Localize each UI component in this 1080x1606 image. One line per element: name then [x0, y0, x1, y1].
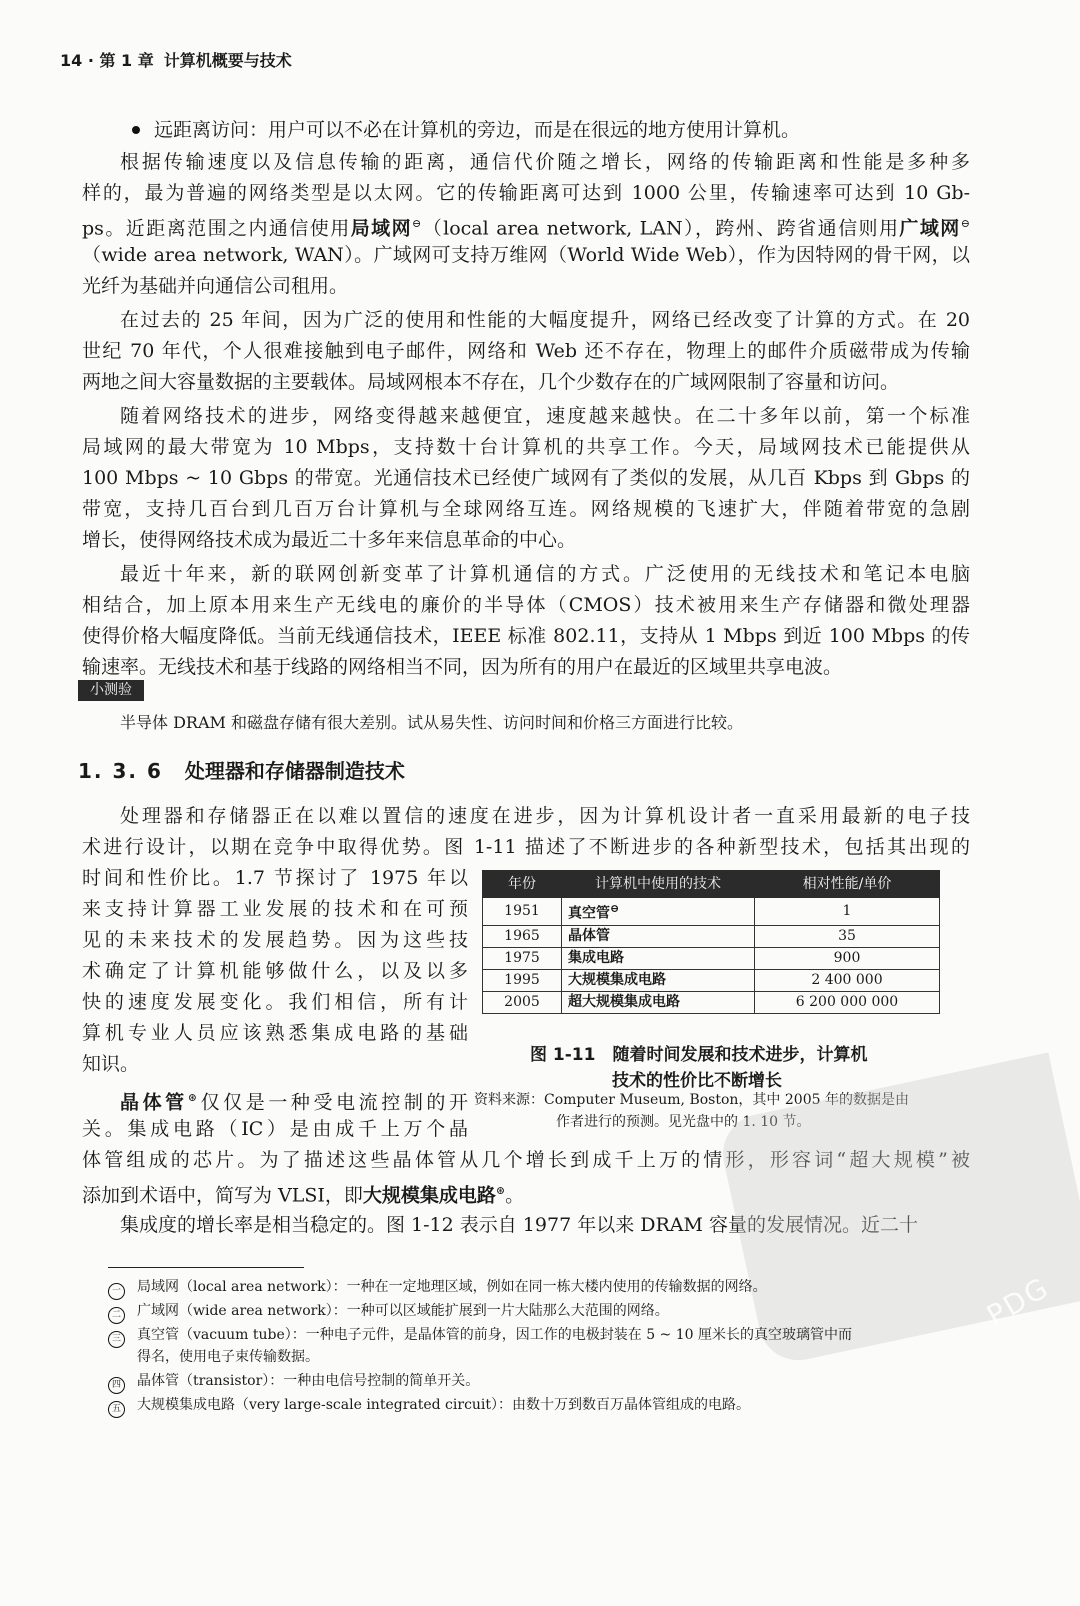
bullet-dot-icon: [132, 126, 140, 134]
figure-1-11-table: [482, 870, 940, 1014]
quiz-tag: 小测验: [78, 680, 144, 701]
footnote: 四 晶体管（transistor）：一种由电信号控制的简单开关。: [108, 1372, 479, 1394]
cell-year: 1965: [483, 925, 562, 947]
p5-line: 术进行设计，以期在竞争中取得优势。图 1-11 描述了不断进步的各种新型技术，包括其出现的: [82, 836, 970, 858]
footnote: 三 真空管（vacuum tube）：一种电子元件，是晶体管的前身，因工作的电极封装在 5 ~ 10 厘米长的真空玻璃管中而: [108, 1326, 852, 1348]
running-header: [60, 48, 292, 71]
footnote-mark-icon: 五: [108, 1401, 125, 1418]
cell-performance: 35: [755, 925, 940, 947]
term-lan: 局域网: [350, 217, 413, 240]
section-title: 处理器和存储器制造技术: [184, 759, 405, 783]
p6-line: 体管组成的芯片。为了描述这些晶体管从几个增长到成千上万的情形，形容词“超大规模”被: [82, 1149, 970, 1171]
p6-line: 晶体管⊛仅仅是一种受电流控制的开: [120, 1091, 468, 1114]
p1-line: 样的，最为普遍的网络类型是以太网。它的传输距离可达到 1000 公里，传输速率可达到 10 Gb-: [82, 182, 970, 204]
p5-line: 见的未来技术的发展趋势。因为这些技: [82, 929, 468, 951]
p2-line: 世纪 70 年代，个人很难接触到电子邮件，网络和 Web 还不存在，物理上的邮件介质磁带成为传输: [82, 340, 970, 362]
footnote-continuation: 得名，使用电子束传输数据。: [137, 1349, 319, 1365]
footnote-mark-icon: 三: [108, 1331, 125, 1348]
cell-year: 1975: [483, 947, 562, 969]
cell-performance: 900: [755, 947, 940, 969]
cell-performance: 6 200 000 000: [755, 991, 940, 1013]
p5-line: 来支持计算器工业发展的技术和在可预: [82, 898, 468, 920]
p3-line: 随着网络技术的进步，网络变得越来越便宜，速度越来越快。在二十多年以前，第一个标准: [120, 405, 970, 427]
cell-year: 2005: [483, 991, 562, 1013]
quiz-text: 半导体 DRAM 和磁盘存储有很大差别。试从易失性、访问时间和价格三方面进行比较。: [120, 713, 743, 732]
figure-caption: 图 1-11 随着时间发展和技术进步，计算机: [530, 1045, 868, 1065]
watermark-text: PDG: [981, 1270, 1055, 1333]
cell-technology: 真空管⊖: [562, 898, 755, 926]
p4-line: 相结合，加上原本用来生产无线电的廉价的半导体（CMOS）技术被用来生产存储器和微处理器: [82, 594, 970, 616]
cell-technology: 超大规模集成电路: [562, 991, 755, 1013]
p7-line: 集成度的增长率是相当稳定的。图 1-12 表示自 1977 年以来 DRAM 容量的发展情况。近二十: [120, 1214, 918, 1236]
table-row: [483, 969, 940, 991]
p2-line: 在过去的 25 年间，因为广泛的使用和性能的大幅度提升，网络已经改变了计算的方式。在 20: [120, 309, 970, 331]
cell-performance: 1: [755, 898, 940, 926]
p5-line: 时间和性价比。1.7 节探讨了 1975 年以: [82, 867, 468, 889]
cell-technology: 集成电路: [562, 947, 755, 969]
p3-line: 100 Mbps ~ 10 Gbps 的带宽。光通信技术已经使广域网有了类似的发展，从几百 Kbps 到 Gbps 的: [82, 467, 970, 489]
section-number: 1. 3. 6: [78, 759, 163, 783]
table-row: [483, 898, 940, 926]
p2-line: 两地之间大容量数据的主要载体。局域网根本不存在，几个少数存在的广域网限制了容量和访问。: [82, 371, 900, 393]
p5-line: 处理器和存储器正在以难以置信的速度在进步，因为计算机设计者一直采用最新的电子技: [120, 805, 970, 827]
cell-year: 1951: [483, 898, 562, 926]
p6-line: 添加到术语中，简写为 VLSI，即大规模集成电路⊛。: [82, 1184, 525, 1207]
footnote: 一 局域网（local area network）：一种在一定地理区域，例如在同一栋大楼内使用的传输数据的网络。: [108, 1278, 767, 1300]
p5-line: 快的速度发展变化。我们相信，所有计: [82, 991, 468, 1013]
bullet-label: 远距离访问：: [154, 119, 269, 141]
footnote-mark-icon: 一: [108, 1283, 125, 1300]
table-row: [483, 925, 940, 947]
col-header-performance: 相对性能/单价: [755, 871, 940, 898]
cell-technology: 大规模集成电路: [562, 969, 755, 991]
figure-caption: 技术的性价比不断增长: [612, 1071, 782, 1091]
p3-line: 带宽，支持几百台到几百万台计算机与全球网络互连。网络规模的飞速扩大，伴随着带宽的急剧: [82, 498, 970, 520]
figure-source: 作者进行的预测。见光盘中的 1. 10 节。: [556, 1114, 811, 1130]
p5-line: 知识。: [82, 1053, 140, 1075]
col-header-technology: 计算机中使用的技术: [562, 871, 755, 898]
p5-line: 术确定了计算机能够做什么，以及以多: [82, 960, 468, 982]
footnote: 二 广域网（wide area network）：一种可以区域能扩展到一片大陆那么大范围的网络。: [108, 1302, 669, 1324]
bullet-item: [132, 118, 932, 142]
bullet-text: 用户可以不必在计算机的旁边，而是在很远的地方使用计算机。: [268, 119, 801, 141]
section-heading: [78, 755, 405, 784]
p3-line: 局域网的最大带宽为 10 Mbps，支持数十台计算机的共享工作。今天，局域网技术已能提供从: [82, 436, 970, 458]
p1-line: ps。近距离范围之内通信使用局域网⊖（local area network, LAN），跨州、跨省通信则用广域网⊖: [82, 217, 970, 240]
footnote-mark-icon: 二: [108, 1307, 125, 1324]
p1-line: 光纤为基础并向通信公司租用。: [82, 275, 349, 297]
footnote-mark-icon: 四: [108, 1377, 125, 1394]
p1-line: （wide area network, WAN）。广域网可支持万维网（World Wide Web），作为因特网的骨干网，以: [82, 244, 970, 266]
p5-line: 算机专业人员应该熟悉集成电路的基础: [82, 1022, 468, 1044]
table-header-row: [483, 871, 940, 898]
p4-line: 输速率。无线技术和基于线路的网络相当不同，因为所有的用户在最近的区域里共享电波。: [82, 656, 843, 678]
footnote-divider: [108, 1267, 304, 1268]
table-row: [483, 991, 940, 1013]
footnote: 五 大规模集成电路（very large-scale integrated circuit）：由数十万到数百万晶体管组成的电路。: [108, 1396, 750, 1418]
term-vlsi: 大规模集成电路: [362, 1184, 496, 1207]
p1-line: 根据传输速度以及信息传输的距离，通信代价随之增长，网络的传输距离和性能是多种多: [120, 151, 970, 173]
term-transistor: 晶体管: [120, 1091, 188, 1114]
page-number: 14 · 第 1 章: [60, 51, 154, 70]
cell-performance: 2 400 000: [755, 969, 940, 991]
p3-line: 增长，使得网络技术成为最近二十多年来信息革命的中心。: [82, 529, 577, 551]
cell-technology: 晶体管: [562, 925, 755, 947]
col-header-year: 年份: [483, 871, 562, 898]
p4-line: 最近十年来，新的联网创新变革了计算机通信的方式。广泛使用的无线技术和笔记本电脑: [120, 563, 970, 585]
chapter-title: 计算机概要与技术: [163, 51, 292, 70]
cell-year: 1995: [483, 969, 562, 991]
term-wan: 广域网: [899, 217, 961, 240]
p6-line: 关。集成电路（IC）是由成千上万个晶: [82, 1118, 468, 1140]
figure-source: 资料来源：Computer Museum, Boston，其中 2005 年的数据是由: [474, 1092, 909, 1108]
table-row: [483, 947, 940, 969]
p4-line: 使得价格大幅度降低。当前无线通信技术，IEEE 标准 802.11，支持从 1 Mbps 到近 100 Mbps 的传: [82, 625, 970, 647]
